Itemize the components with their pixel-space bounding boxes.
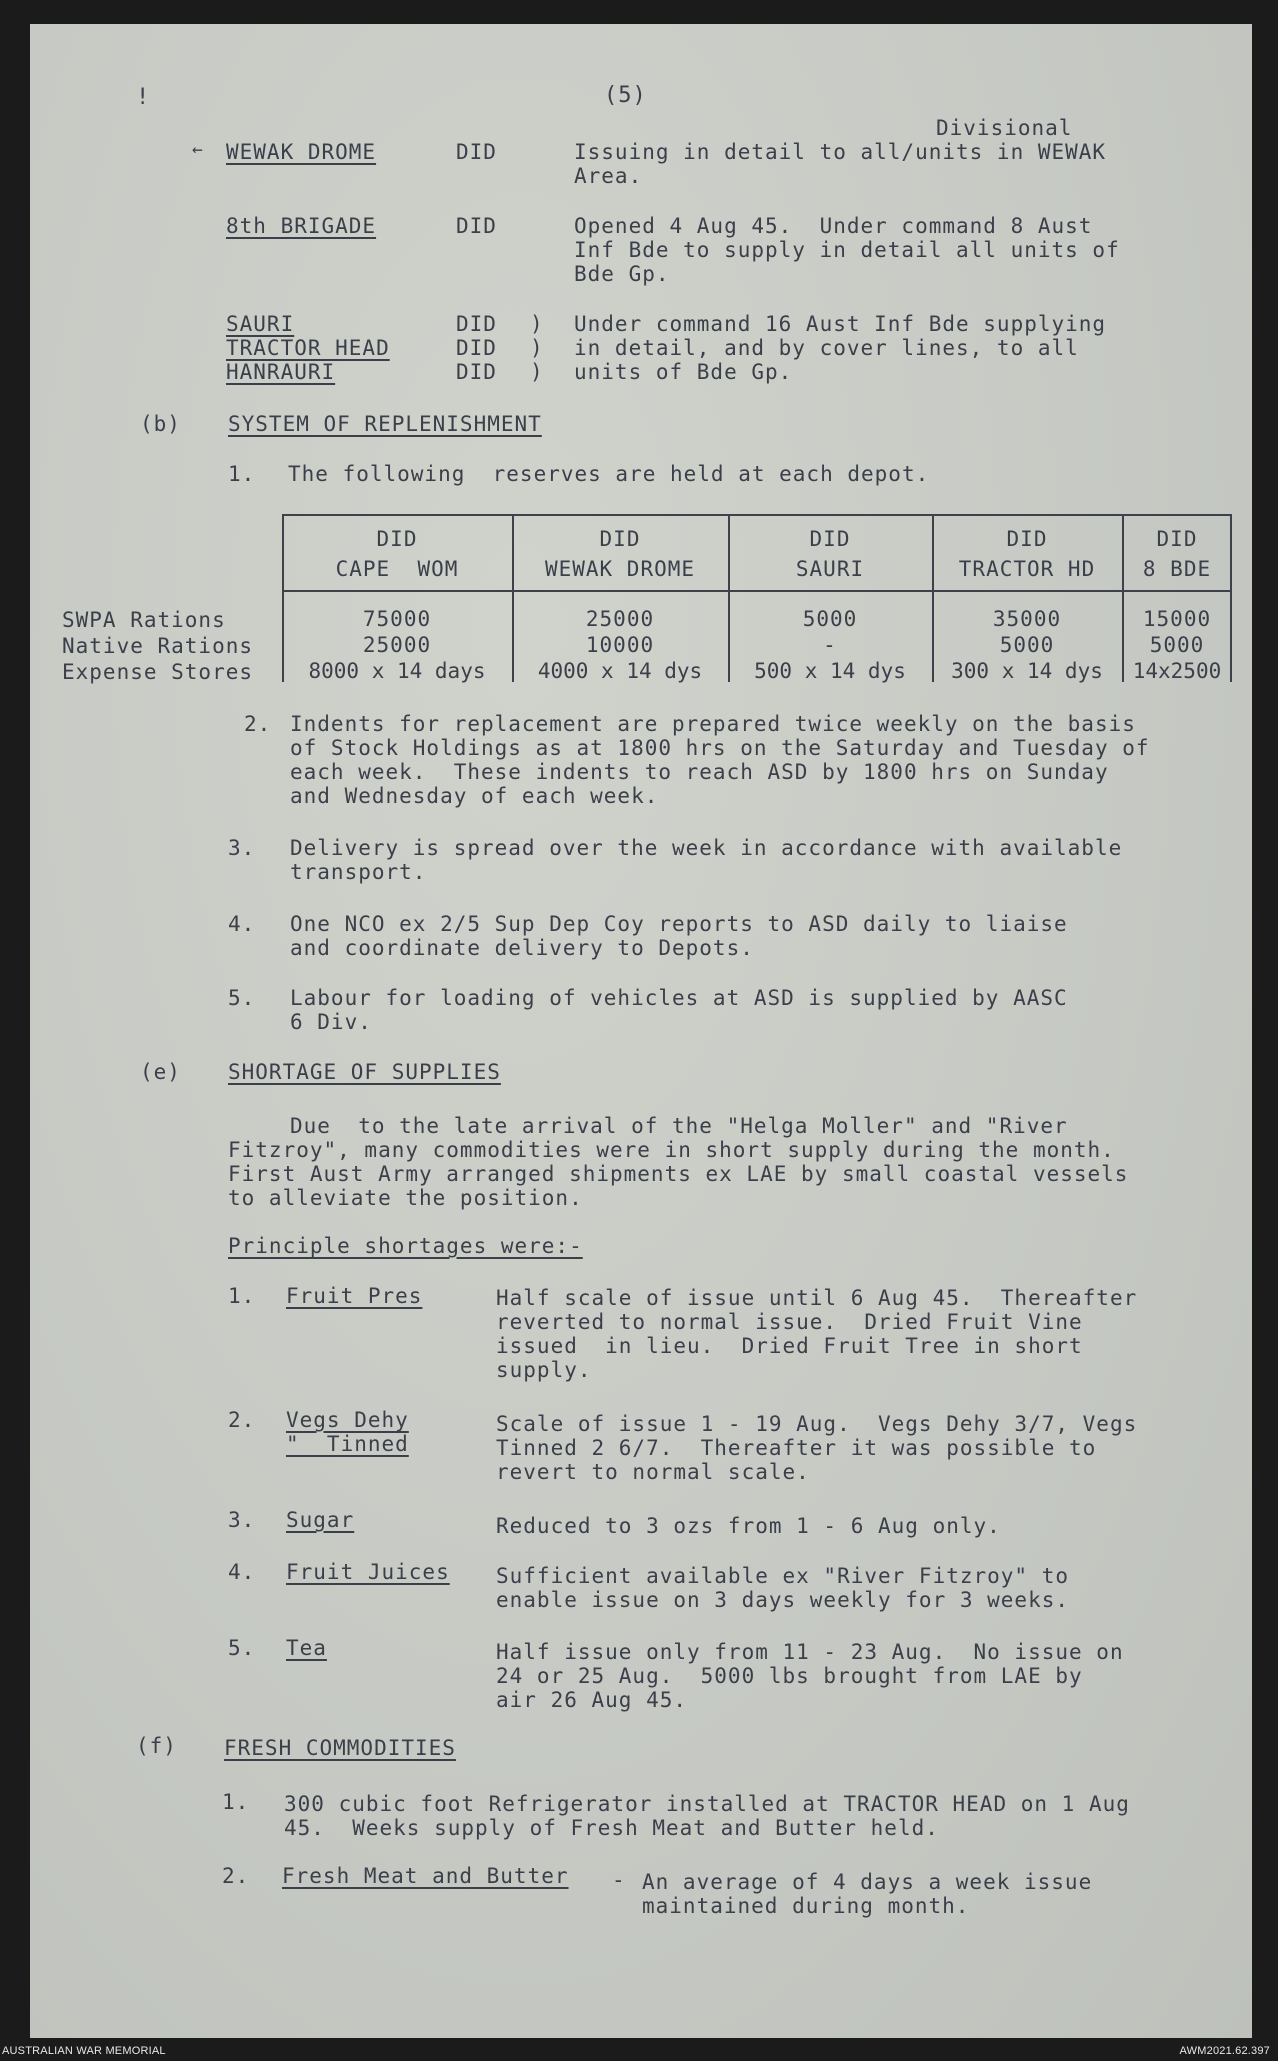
- depot-desc-line: Issuing in detail to all/units in WEWAK: [574, 140, 1107, 164]
- item-line: 24 or 25 Aug. 5000 lbs brought from LAE by: [496, 1664, 1083, 1688]
- depot-type: DID: [456, 140, 497, 164]
- footer-credit: AUSTRALIAN WAR MEMORIAL: [2, 2045, 166, 2057]
- column-header: DID: [1006, 527, 1048, 551]
- commodity-name: Fruit Juices: [286, 1560, 450, 1584]
- item-line: 45. Weeks supply of Fresh Meat and Butter held.: [284, 1816, 939, 1840]
- footer-accession: AWM2021.62.397: [1179, 2045, 1270, 2057]
- column-header: WEWAK DROME: [544, 557, 696, 581]
- depot-name: TRACTOR HEAD: [226, 336, 390, 360]
- item-line: Sufficient available ex "River Fitzroy" to: [496, 1564, 1070, 1588]
- item-number: 2.: [244, 712, 272, 736]
- depot-desc-line: units of Bde Gp.: [574, 360, 793, 384]
- item-line: supply.: [496, 1358, 592, 1382]
- column-header: SAURI: [795, 557, 865, 581]
- table-cell: -: [823, 633, 837, 657]
- item-line: air 26 Aug 45.: [496, 1688, 688, 1712]
- bracket: ): [530, 360, 544, 384]
- item-line: Indents for replacement are prepared twice weekly on the basis: [290, 712, 1136, 736]
- table-cell: 4000 x 14 dys: [537, 659, 703, 683]
- commodity-name: Fruit Pres: [286, 1284, 423, 1308]
- arrow-icon: ←: [192, 139, 204, 160]
- column-header: CAPE WOM: [335, 557, 459, 581]
- table-rule: [282, 514, 1232, 516]
- item-line: and coordinate delivery to Depots.: [290, 936, 754, 960]
- row-label: Native Rations: [62, 634, 254, 658]
- depot-name: 8th BRIGADE: [226, 214, 377, 238]
- depot-type: DID: [456, 312, 497, 336]
- item-number: 3.: [228, 836, 256, 860]
- item-line: One NCO ex 2/5 Sup Dep Coy reports to ASD daily to liaise: [290, 912, 1068, 936]
- table-cell: 8000 x 14 days: [308, 659, 486, 683]
- subheading: Principle shortages were:-: [228, 1234, 583, 1258]
- table-cell: 5000: [802, 607, 858, 631]
- depot-desc-line: Inf Bde to supply in detail all units of: [574, 238, 1120, 262]
- column-header: 8 BDE: [1142, 557, 1212, 581]
- table-cell: 5000: [1149, 633, 1205, 657]
- depot-name: HANRAURI: [226, 360, 336, 384]
- column-header: DID: [809, 527, 851, 551]
- table-cell: 35000: [992, 607, 1062, 631]
- table-cell: 300 x 14 dys: [951, 659, 1103, 683]
- item-number: 5.: [228, 1636, 256, 1660]
- table-cell: 75000: [362, 607, 432, 631]
- item-line: Half issue only from 11 - 23 Aug. No issue on: [496, 1640, 1124, 1664]
- item-number: 1.: [222, 1790, 250, 1814]
- item-line: transport.: [290, 860, 427, 884]
- table-cell: 15000: [1142, 607, 1212, 631]
- depot-desc-line: Under command 16 Aust Inf Bde supplying: [574, 312, 1107, 336]
- column-header: DID: [1156, 527, 1198, 551]
- table-cell: 25000: [362, 633, 432, 657]
- commodity-name: Vegs Dehy: [286, 1408, 409, 1432]
- item-number: 1.: [228, 462, 256, 486]
- item-line: 300 cubic foot Refrigerator installed at TRACTOR HEAD on 1 Aug: [284, 1792, 1130, 1816]
- item-line: Labour for loading of vehicles at ASD is supplied by AASC: [290, 986, 1068, 1010]
- item-line: of Stock Holdings as at 1800 hrs on the Saturday and Tuesday of: [290, 736, 1150, 760]
- bracket: ): [530, 312, 544, 336]
- table-cell: 10000: [585, 633, 655, 657]
- depot-name: WEWAK DROME: [226, 140, 377, 164]
- item-number: 2.: [222, 1864, 250, 1888]
- depot-type: DID: [456, 360, 497, 384]
- item-line: issued in lieu. Dried Fruit Tree in short: [496, 1334, 1083, 1358]
- depot-desc-line: in detail, and by cover lines, to all: [574, 336, 1079, 360]
- column-header: DID: [376, 527, 418, 551]
- item-line: Tinned 2 6/7. Thereafter it was possible to: [496, 1436, 1097, 1460]
- depot-desc-line: Area.: [574, 164, 643, 188]
- item-line: reverted to normal issue. Dried Fruit Vine: [496, 1310, 1083, 1334]
- depot-desc-line: Bde Gp.: [574, 262, 670, 286]
- item-line: An average of 4 days a week issue: [642, 1870, 1093, 1894]
- section-letter: (e): [140, 1060, 181, 1084]
- paragraph-line: Fitzroy", many commodities were in short supply during the month.: [228, 1138, 1115, 1162]
- commodity-name: " Tinned: [286, 1432, 409, 1456]
- commodity-name: Tea: [286, 1636, 327, 1660]
- item-line: Reduced to 3 ozs from 1 - 6 Aug only.: [496, 1514, 1001, 1538]
- item-number: 4.: [228, 912, 256, 936]
- row-label: SWPA Rations: [62, 608, 226, 632]
- item-line: and Wednesday of each week.: [290, 784, 659, 808]
- commodity-name: Sugar: [286, 1508, 355, 1532]
- item-line: Delivery is spread over the week in accordance with available: [290, 836, 1123, 860]
- table-cell: 14x2500: [1132, 659, 1222, 683]
- page-number: (5): [604, 83, 647, 108]
- item-line: revert to normal scale.: [496, 1460, 810, 1484]
- item-line: maintained during month.: [642, 1894, 970, 1918]
- margin-mark: !: [136, 85, 151, 110]
- table-cell: 500 x 14 dys: [754, 659, 906, 683]
- bracket: ): [530, 336, 544, 360]
- depot-name: SAURI: [226, 312, 295, 336]
- column-header: TRACTOR HD: [958, 557, 1096, 581]
- handwritten-insert: Divisional: [936, 116, 1073, 140]
- paragraph-line: First Aust Army arranged shipments ex LAE by small coastal vessels: [228, 1162, 1129, 1186]
- depot-desc-line: Opened 4 Aug 45. Under command 8 Aust: [574, 214, 1093, 238]
- item-text: The following reserves are held at each depot.: [288, 462, 930, 486]
- item-line: Scale of issue 1 - 19 Aug. Vegs Dehy 3/7, Vegs: [496, 1412, 1138, 1436]
- table-cell: 25000: [585, 607, 655, 631]
- item-line: enable issue on 3 days weekly for 3 weeks.: [496, 1588, 1070, 1612]
- item-line: each week. These indents to reach ASD by 1800 hrs on Sunday: [290, 760, 1109, 784]
- depot-type: DID: [456, 214, 497, 238]
- item-number: 1.: [228, 1284, 256, 1308]
- item-number: 3.: [228, 1508, 256, 1532]
- section-letter: (b): [140, 412, 181, 436]
- section-heading: FRESH COMMODITIES: [224, 1736, 456, 1760]
- dash: -: [612, 1868, 626, 1892]
- item-number: 4.: [228, 1560, 256, 1584]
- table-cell: 5000: [999, 633, 1055, 657]
- reserves-table: [282, 514, 1232, 682]
- paragraph-line: Due to the late arrival of the "Helga Moller" and "River: [290, 1114, 1068, 1138]
- item-line: 6 Div.: [290, 1010, 372, 1034]
- item-number: 2.: [228, 1408, 256, 1432]
- paragraph-line: to alleviate the position.: [228, 1186, 583, 1210]
- section-heading: SHORTAGE OF SUPPLIES: [228, 1060, 501, 1084]
- item-line: Half scale of issue until 6 Aug 45. Thereafter: [496, 1286, 1138, 1310]
- commodity-name: Fresh Meat and Butter: [282, 1864, 569, 1888]
- row-label: Expense Stores: [62, 660, 254, 684]
- table-rule: [282, 590, 1232, 592]
- section-letter: (f): [136, 1734, 177, 1758]
- column-header: DID: [599, 527, 641, 551]
- item-number: 5.: [228, 986, 256, 1010]
- depot-type: DID: [456, 336, 497, 360]
- section-heading: SYSTEM OF REPLENISHMENT: [228, 412, 542, 436]
